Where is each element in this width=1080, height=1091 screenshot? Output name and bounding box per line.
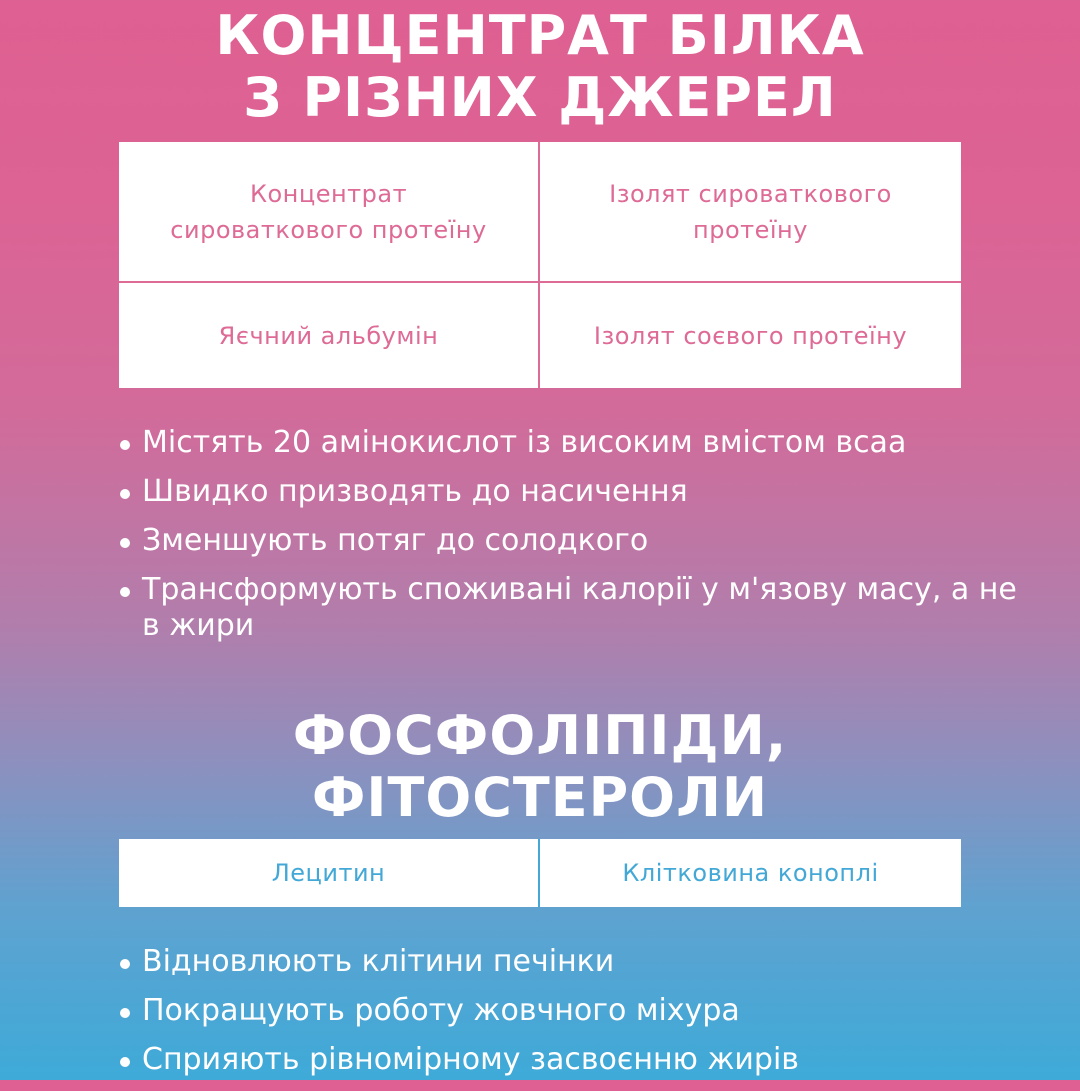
list-item	[118, 523, 1018, 559]
bullet-dot-icon	[120, 489, 130, 499]
protein-sources-table	[119, 142, 961, 388]
list-item-text: Зменшують потяг до солодкого	[142, 523, 649, 558]
list-item	[118, 944, 1018, 980]
list-item-text: Містять 20 амінокислот із високим вмістом всаа	[142, 425, 907, 460]
bullet-dot-icon	[120, 440, 130, 450]
table-cell-whey-concentrate: Концентрат сироваткового протеїну	[119, 142, 540, 283]
list-item	[118, 425, 1018, 461]
table-cell-egg-albumin: Яєчний альбумін	[119, 283, 540, 388]
list-item	[118, 1042, 1018, 1078]
bullet-dot-icon	[120, 1057, 130, 1067]
section2-title-line-2: ФІТОСТЕРОЛИ	[311, 766, 769, 829]
section2-benefits-list	[118, 944, 1018, 1091]
table-cell-hemp-fiber: Клітковина коноплі	[622, 859, 879, 887]
bullet-dot-icon	[120, 587, 130, 597]
list-item	[118, 474, 1018, 510]
section2-title-line-1: ФОСФОЛІПІДИ,	[292, 704, 788, 767]
list-item-text: Трансформують споживані калорії у м'язову масу, а не в жири	[142, 572, 1017, 643]
bullet-dot-icon	[120, 1008, 130, 1018]
bullet-dot-icon	[120, 538, 130, 548]
section1-benefits-list	[118, 425, 1018, 657]
phospholipids-table	[119, 839, 961, 907]
table-cell-whey-isolate: Ізолят сироваткового протеїну	[540, 142, 961, 283]
table-cell-soy-isolate: Ізолят соєвого протеїну	[593, 321, 908, 350]
list-item	[118, 572, 1018, 644]
section1-title	[0, 5, 1080, 129]
list-item	[118, 993, 1018, 1029]
list-item-text: Покращують роботу жовчного міхура	[142, 993, 740, 1028]
table-cell-lecithin: Лецитин	[119, 839, 540, 907]
list-item-text: Сприяють рівномірному засвоєнню жирів	[142, 1042, 799, 1077]
list-item-text: Швидко призводять до насичення	[142, 474, 688, 509]
section1-title-line-1: КОНЦЕНТРАТ БІЛКА	[215, 4, 865, 67]
section2-title	[0, 705, 1080, 829]
list-item-text: Відновлюють клітини печінки	[142, 944, 615, 979]
bullet-dot-icon	[120, 959, 130, 969]
section1-title-line-2: З РІЗНИХ ДЖЕРЕЛ	[243, 66, 837, 129]
